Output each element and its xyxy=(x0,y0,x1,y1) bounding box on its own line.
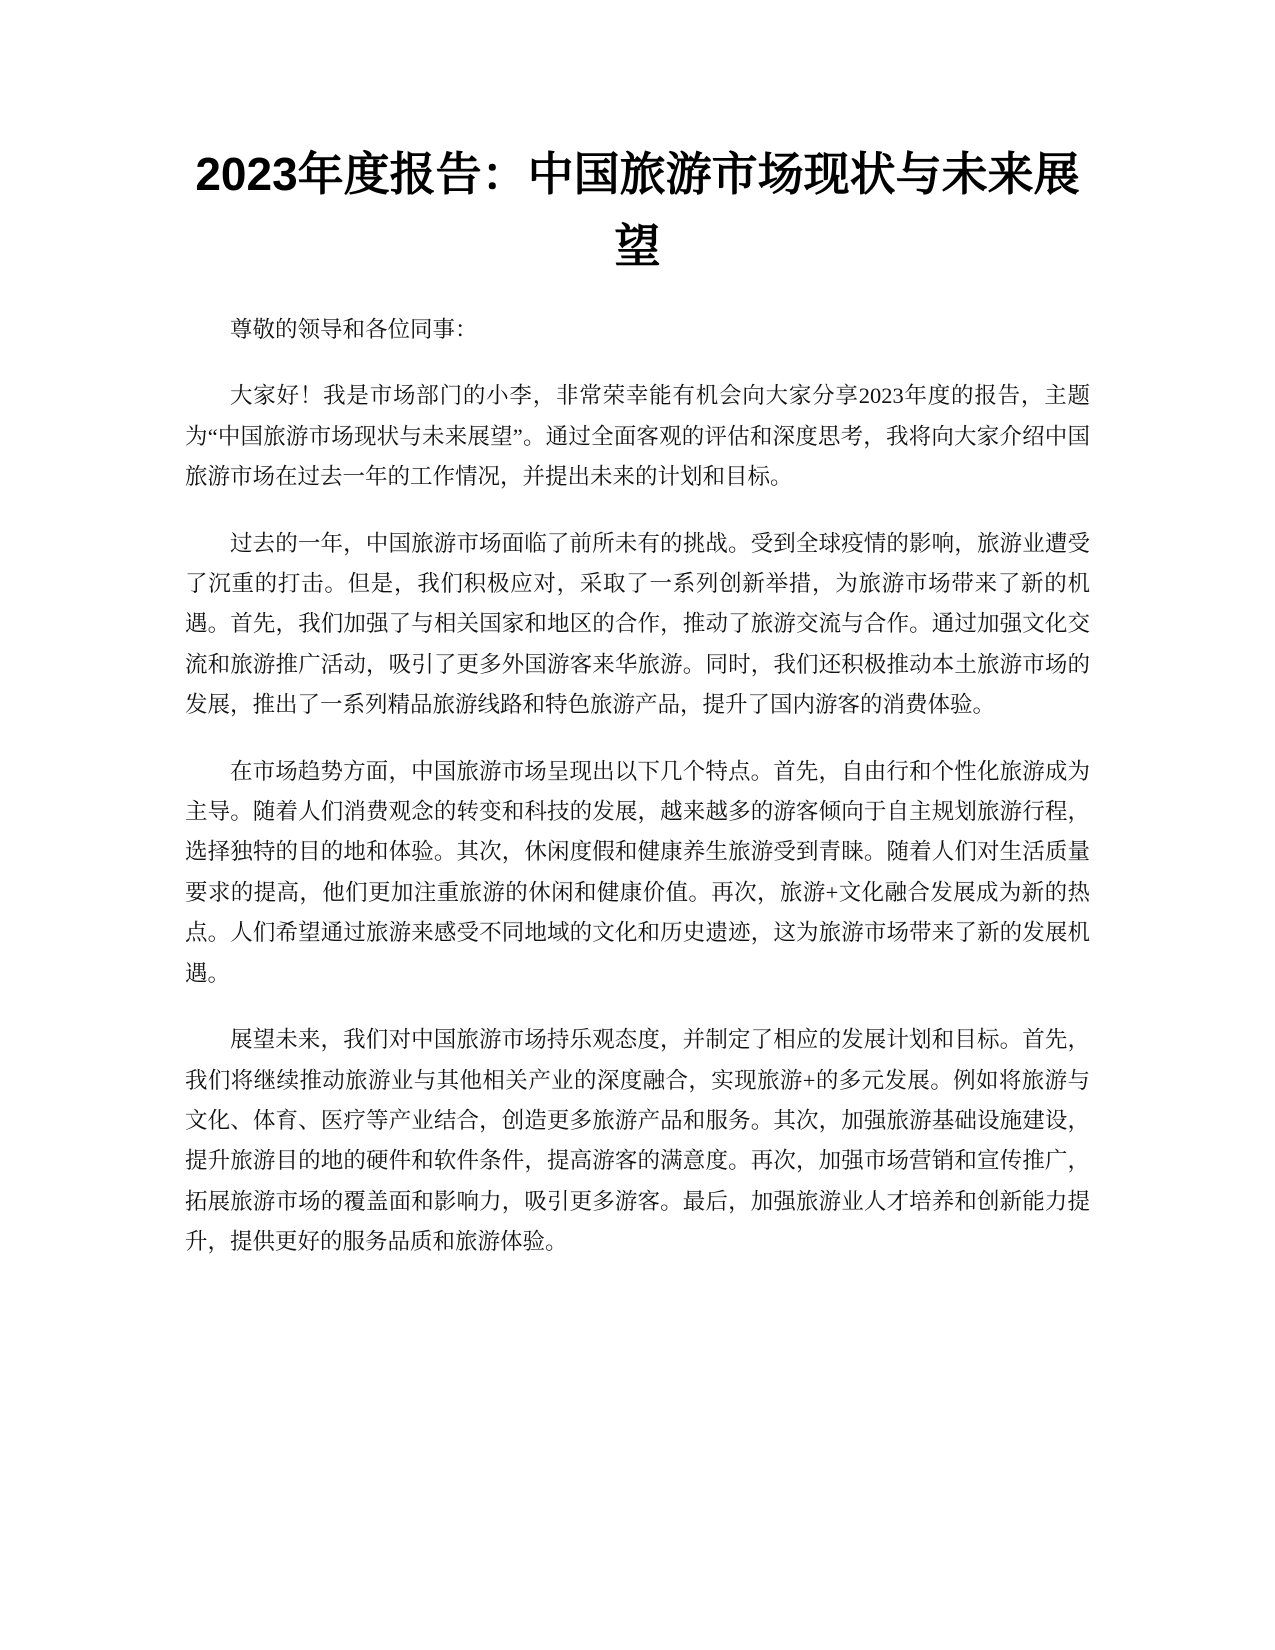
document-body xyxy=(185,310,1090,1289)
paragraph-past-year: 过去的一年，中国旅游市场面临了前所未有的挑战。受到全球疫情的影响，旅游业遭受了沉重的打击。但是，我们积极应对，采取了一系列创新举措，为旅游市场带来了新的机遇。首先，我们加强了与相关国家和地区的合作，推动了旅游交流与合作。通过加强文化交流和旅游推广活动，吸引了更多外国游客来华旅游。同时，我们还积极推动本土旅游市场的发展，推出了一系列精品旅游线路和特色旅游产品，提升了国内游客的消费体验。 xyxy=(185,530,1090,718)
paragraph-intro: 大家好！我是市场部门的小李，非常荣幸能有机会向大家分享2023年度的报告，主题为“中国旅游市场现状与未来展望”。通过全面客观的评估和深度思考，我将向大家介绍中国旅游市场在过去一年的工作情况，并提出未来的计划和目标。 xyxy=(185,383,1090,490)
salutation: 尊敬的领导和各位同事： xyxy=(230,317,478,342)
paragraph-outlook: 展望未来，我们对中国旅游市场持乐观态度，并制定了相应的发展计划和目标。首先，我们将继续推动旅游业与其他相关产业的深度融合，实现旅游+的多元发展。例如将旅游与文化、体育、医疗等产业结合，创造更多旅游产品和服务。其次，加强旅游基础设施建设，提升旅游目的地的硬件和软件条件，提高游客的满意度。再次，加强市场营销和宣传推广，拓展旅游市场的覆盖面和影响力，吸引更多游客。最后，加强旅游业人才培养和创新能力提升，提供更好的服务品质和旅游体验。 xyxy=(185,1027,1090,1255)
paragraph-market-trends: 在市场趋势方面，中国旅游市场呈现出以下几个特点。首先，自由行和个性化旅游成为主导。随着人们消费观念的转变和科技的发展，越来越多的游客倾向于自主规划旅游行程，选择独特的目的地和体验。其次，休闲度假和健康养生旅游受到青睐。随着人们对生活质量要求的提高，他们更加注重旅游的休闲和健康价值。再次，旅游+文化融合发展成为新的热点。人们希望通过旅游来感受不同地域的文化和历史遗迹，这为旅游市场带来了新的发展机遇。 xyxy=(185,758,1090,986)
document-title: 2023年度报告：中国旅游市场现状与未来展望 xyxy=(195,148,1080,272)
